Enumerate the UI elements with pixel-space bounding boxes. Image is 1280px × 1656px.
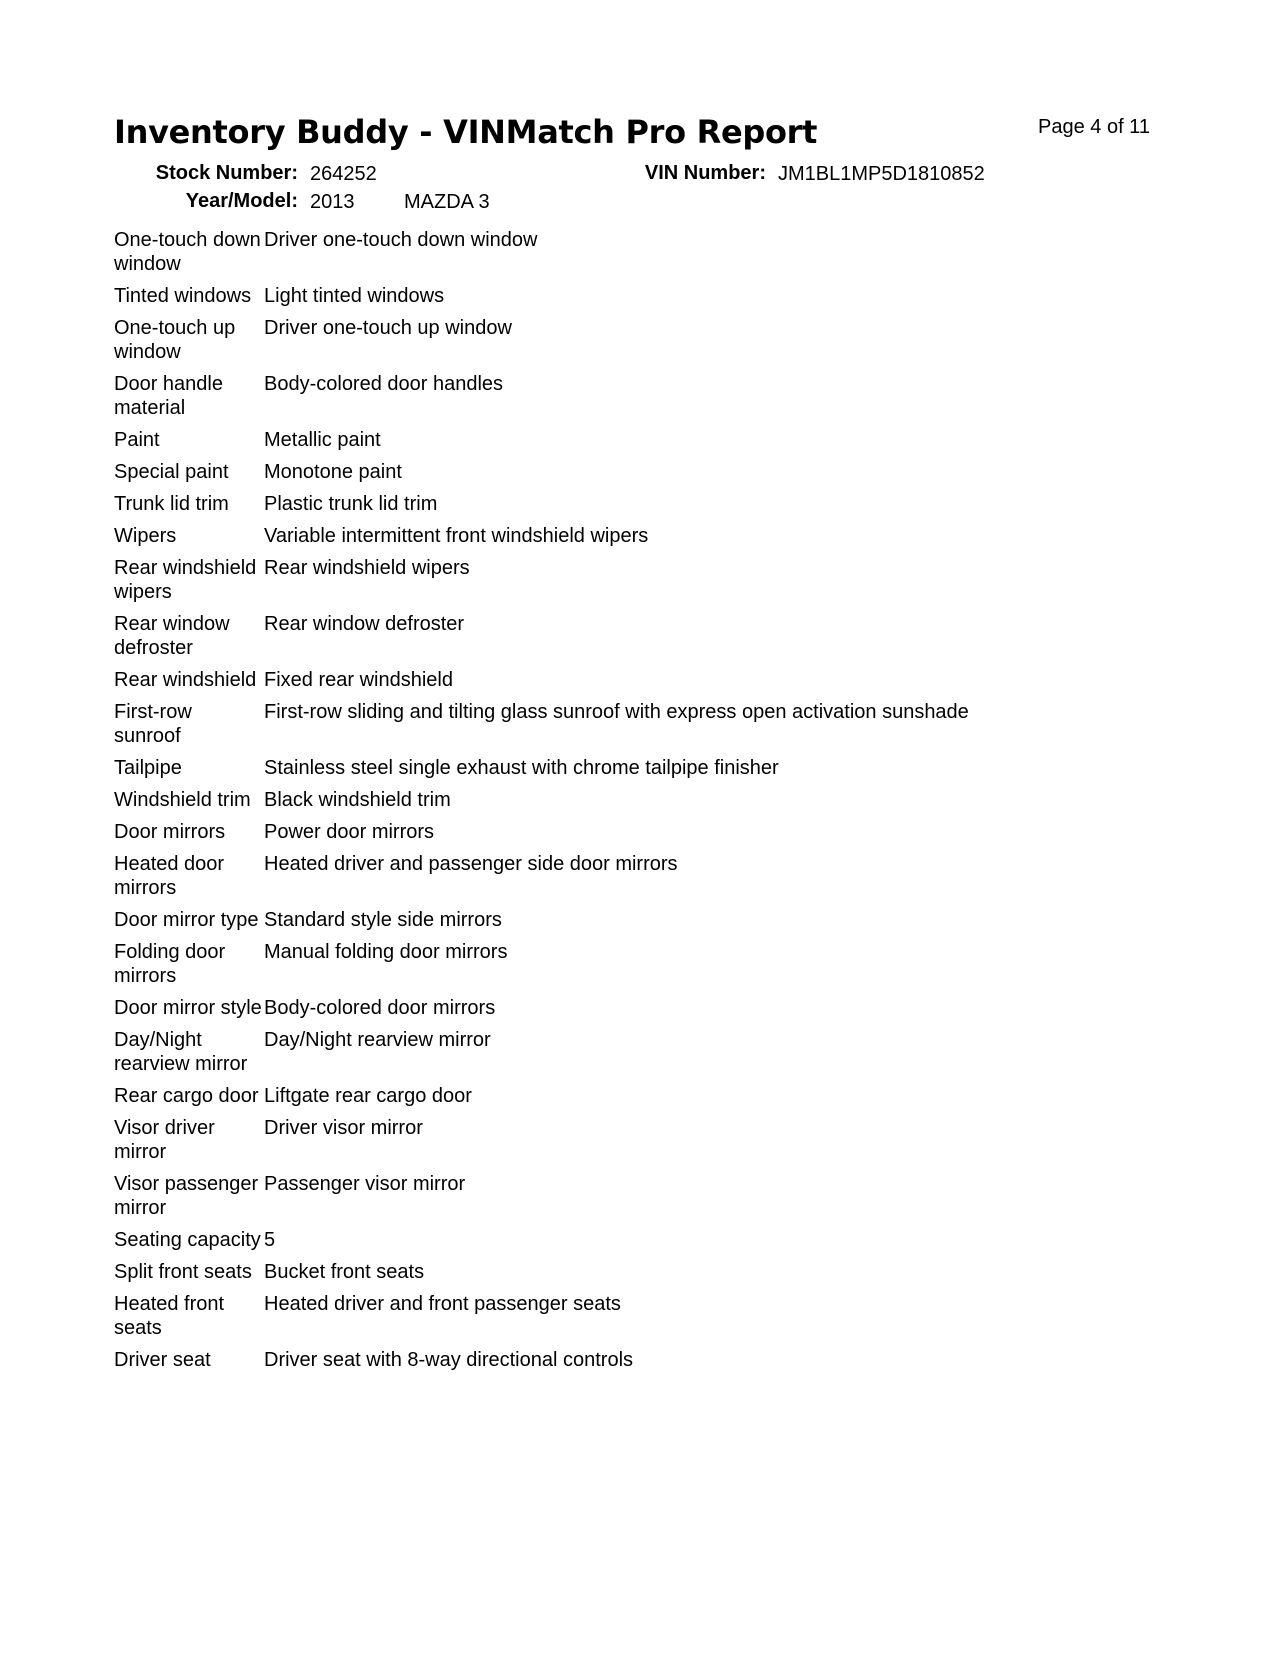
spec-value: Body-colored door mirrors — [264, 997, 496, 1019]
spec-name: Door mirrors — [114, 821, 226, 843]
spec-value: Driver seat with 8-way directional controls — [264, 1349, 634, 1371]
spec-row — [114, 700, 1114, 756]
spec-name: Rear windshield — [114, 669, 257, 691]
spec-name: Rear windshield wipers — [114, 557, 257, 603]
spec-value: Bucket front seats — [264, 1261, 425, 1283]
spec-value: Fixed rear windshield — [264, 669, 453, 691]
year-value: 2013 — [310, 191, 355, 213]
spec-row — [114, 1084, 1114, 1116]
spec-row — [114, 756, 1114, 788]
spec-row — [114, 524, 1114, 556]
spec-name: First-row sunroof — [114, 701, 192, 747]
spec-row — [114, 908, 1114, 940]
spec-row — [114, 284, 1114, 316]
spec-name: Tailpipe — [114, 757, 182, 779]
spec-value: Heated driver and passenger side door mirrors — [264, 853, 678, 875]
vin-number-label: VIN Number: — [644, 162, 766, 184]
spec-value: Monotone paint — [264, 461, 402, 483]
spec-value: Rear windshield wipers — [264, 557, 470, 579]
report-title: Inventory Buddy - VINMatch Pro Report — [114, 113, 818, 151]
spec-value: Day/Night rearview mirror — [264, 1029, 491, 1051]
spec-row — [114, 940, 1114, 996]
spec-row — [114, 788, 1114, 820]
year-model-label: Year/Model: — [185, 190, 298, 212]
spec-value: Rear window defroster — [264, 613, 465, 635]
spec-value: Driver one-touch down window — [264, 229, 538, 251]
spec-name: Heated front seats — [114, 1293, 225, 1339]
spec-row — [114, 460, 1114, 492]
spec-name: Tinted windows — [114, 285, 252, 307]
spec-value: Variable intermittent front windshield wipers — [264, 525, 649, 547]
spec-row — [114, 668, 1114, 700]
spec-value: Power door mirrors — [264, 821, 435, 843]
spec-name: Seating capacity — [114, 1229, 261, 1251]
spec-value: Light tinted windows — [264, 285, 445, 307]
spec-row — [114, 1116, 1114, 1172]
spec-value: Metallic paint — [264, 429, 381, 451]
spec-row — [114, 428, 1114, 460]
spec-name: Heated door mirrors — [114, 853, 225, 899]
spec-name: Rear window defroster — [114, 613, 230, 659]
spec-table — [114, 228, 1114, 1380]
spec-value: Passenger visor mirror — [264, 1173, 466, 1195]
spec-name: Day/Night rearview mirror — [114, 1029, 248, 1075]
spec-name: Driver seat — [114, 1349, 211, 1371]
vin-number-value: JM1BL1MP5D1810852 — [778, 163, 985, 185]
spec-value: Plastic trunk lid trim — [264, 493, 438, 515]
spec-name: Door mirror style — [114, 997, 262, 1019]
spec-name: Wipers — [114, 525, 177, 547]
spec-value: Manual folding door mirrors — [264, 941, 508, 963]
spec-row — [114, 1228, 1114, 1260]
spec-row — [114, 1028, 1114, 1084]
spec-row — [114, 996, 1114, 1028]
spec-row — [114, 316, 1114, 372]
stock-number-label: Stock Number: — [155, 162, 298, 184]
spec-row — [114, 1348, 1114, 1380]
spec-value: First-row sliding and tilting glass sunroof with express open activation sunshade — [264, 701, 969, 723]
spec-name: One-touch down window — [114, 229, 261, 275]
spec-value: Liftgate rear cargo door — [264, 1085, 472, 1107]
spec-value: Driver visor mirror — [264, 1117, 423, 1139]
spec-list — [114, 228, 1114, 1380]
spec-value: Black windshield trim — [264, 789, 451, 811]
model-value: MAZDA 3 — [404, 191, 490, 213]
spec-row — [114, 1292, 1114, 1348]
spec-name: One-touch up window — [114, 317, 236, 363]
spec-value: Driver one-touch up window — [264, 317, 512, 339]
spec-name: Visor driver mirror — [114, 1117, 215, 1163]
spec-name: Door mirror type — [114, 909, 259, 931]
spec-row — [114, 612, 1114, 668]
spec-row — [114, 556, 1114, 612]
spec-row — [114, 820, 1114, 852]
spec-name: Trunk lid trim — [114, 493, 229, 515]
spec-value: Heated driver and front passenger seats — [264, 1293, 621, 1315]
spec-row — [114, 1260, 1114, 1292]
spec-name: Special paint — [114, 461, 229, 483]
spec-value: Body-colored door handles — [264, 373, 504, 395]
spec-value: 5 — [264, 1229, 276, 1251]
spec-row — [114, 372, 1114, 428]
spec-row — [114, 852, 1114, 908]
spec-name: Windshield trim — [114, 789, 251, 811]
spec-row — [114, 492, 1114, 524]
spec-name: Door handle material — [114, 373, 223, 419]
stock-number-value: 264252 — [310, 163, 377, 185]
spec-name: Rear cargo door — [114, 1085, 259, 1107]
spec-value: Standard style side mirrors — [264, 909, 502, 931]
page-number: Page 4 of 11 — [1038, 116, 1150, 138]
spec-name: Visor passenger mirror — [114, 1173, 259, 1219]
spec-row — [114, 1172, 1114, 1228]
spec-value: Stainless steel single exhaust with chrome tailpipe finisher — [264, 757, 779, 779]
spec-name: Folding door mirrors — [114, 941, 226, 987]
spec-name: Paint — [114, 429, 160, 451]
spec-row — [114, 228, 1114, 284]
spec-name: Split front seats — [114, 1261, 252, 1283]
